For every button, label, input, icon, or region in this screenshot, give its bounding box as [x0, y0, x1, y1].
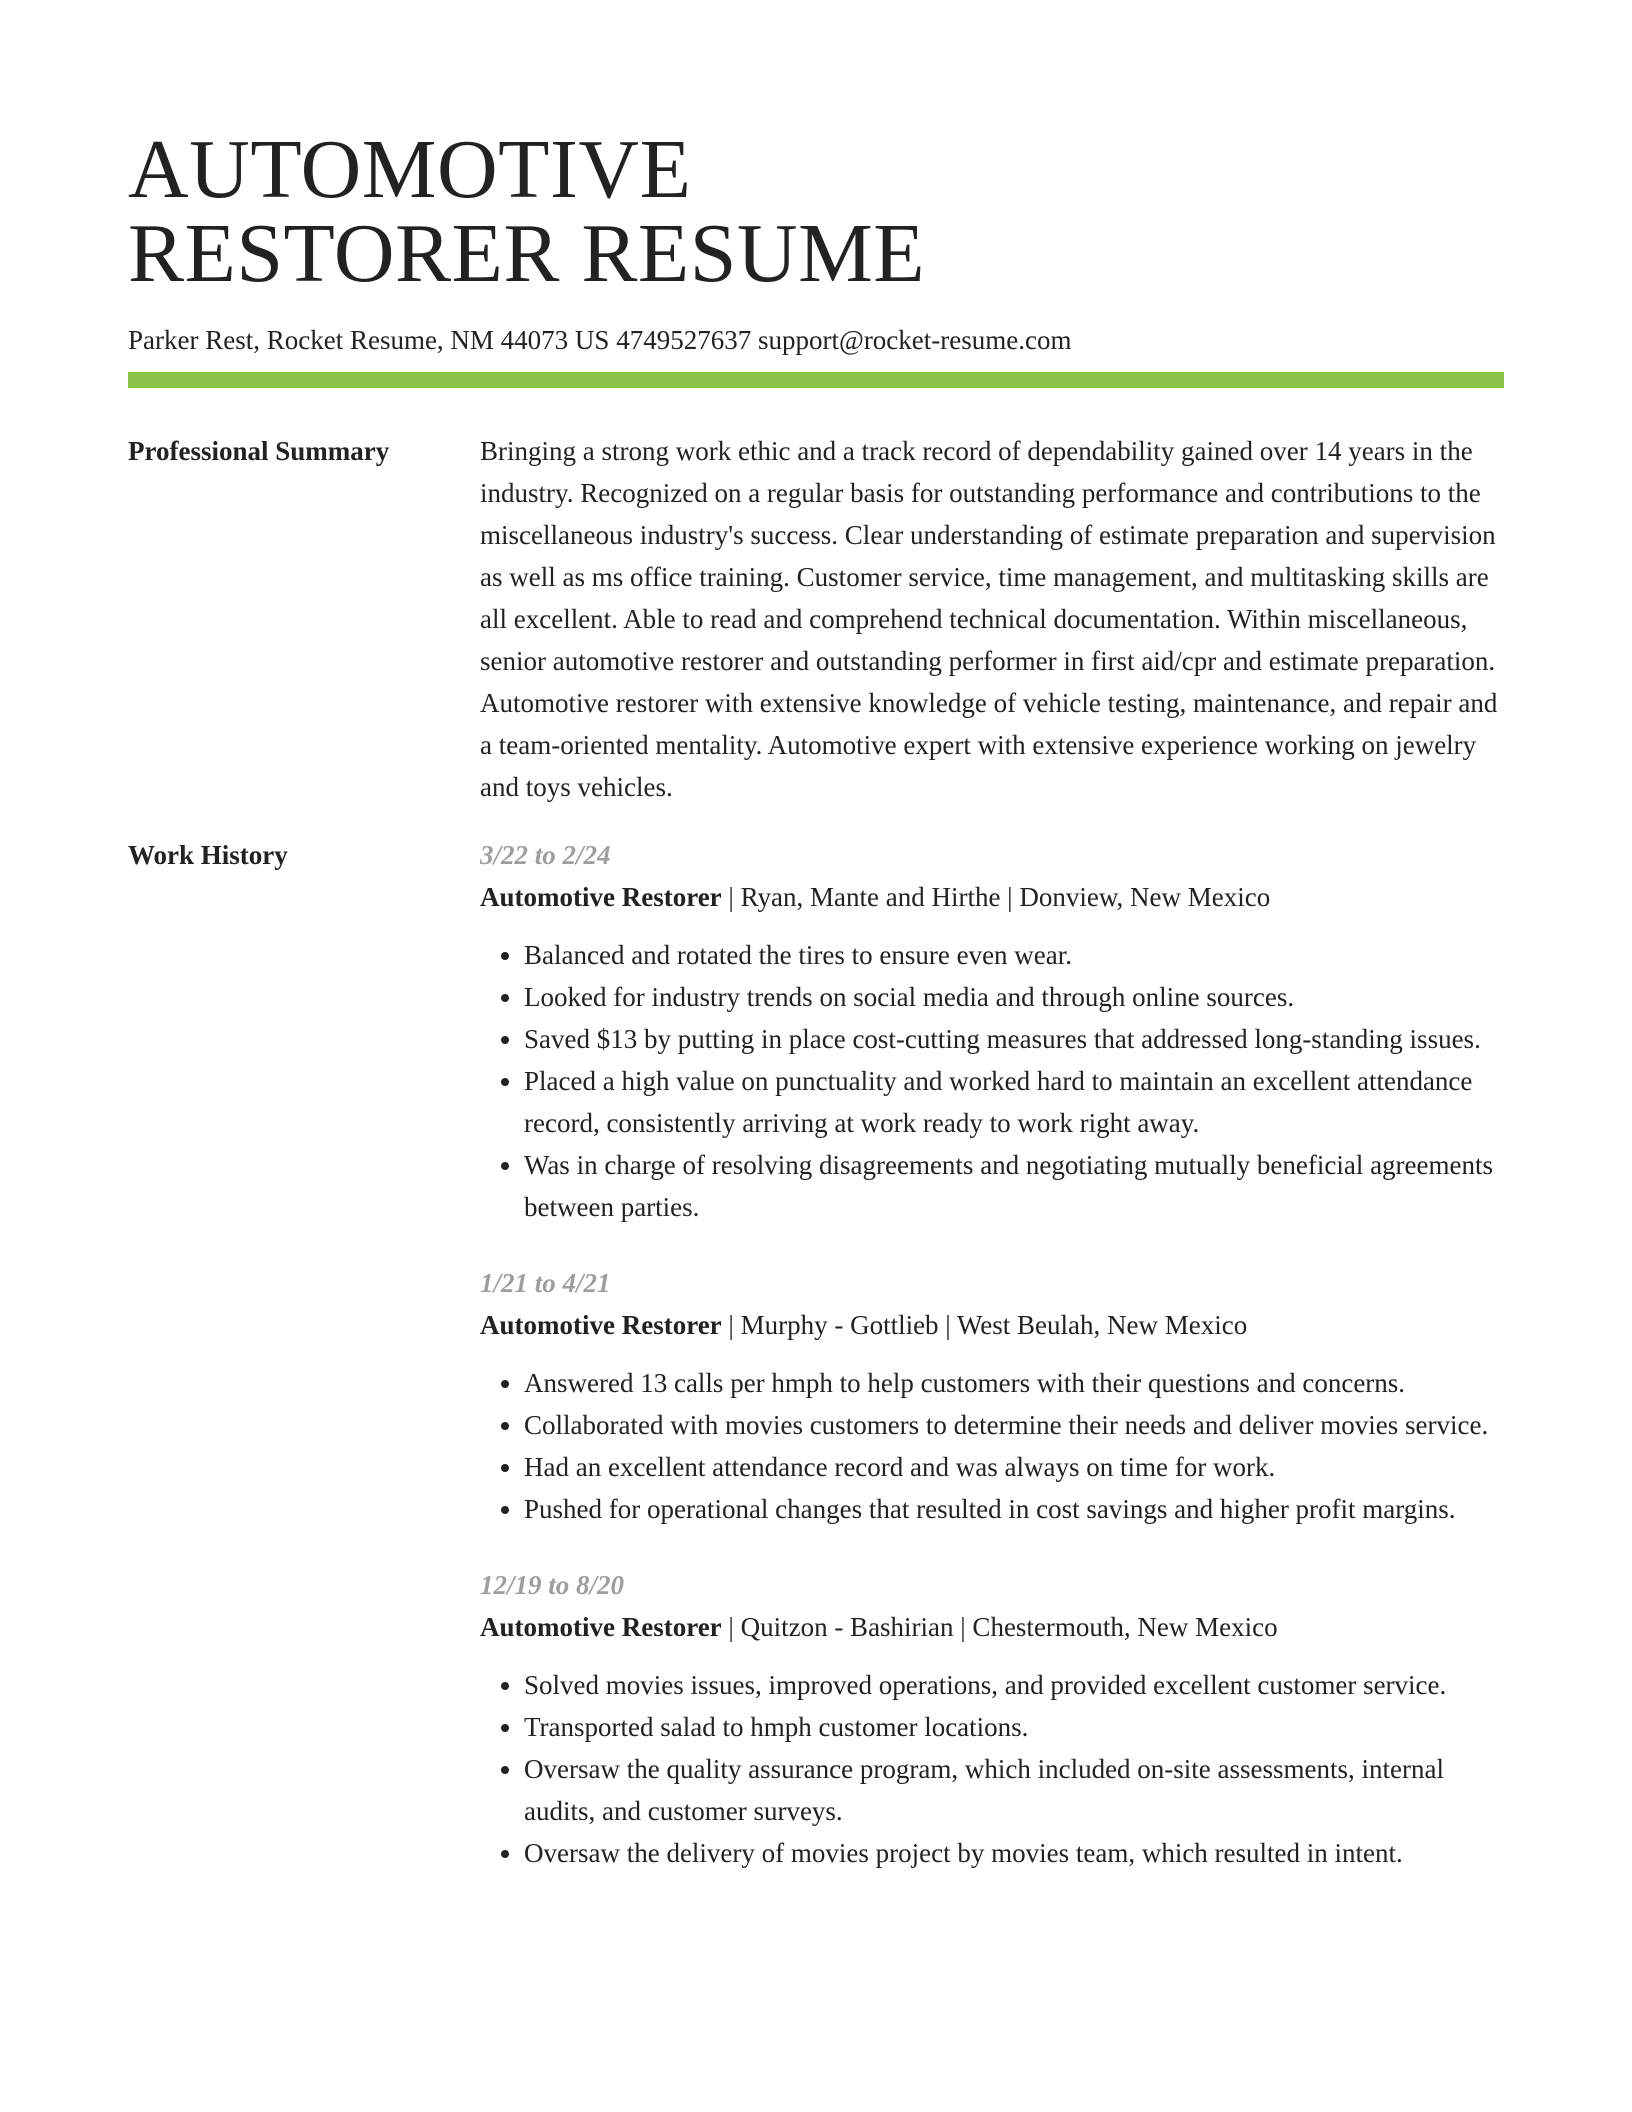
- job-title: Automotive Restorer: [480, 1310, 722, 1340]
- list-item: • Was in charge of resolving disagreements and negotiating mutually beneficial agreements between parties.: [524, 1144, 1504, 1228]
- job-dates: 12/19 to 8/20: [480, 1570, 625, 1600]
- job-details: | Murphy - Gottlieb | West Beulah, New Mexico: [721, 1310, 1248, 1340]
- list-item: • Solved movies issues, improved operations, and provided excellent customer service.: [524, 1664, 1504, 1706]
- list-item: • Saved $13 by putting in place cost-cutting measures that addressed long-standing issues.: [524, 1018, 1504, 1060]
- accent-divider: [128, 372, 1504, 388]
- list-item: • Looked for industry trends on social media and through online sources.: [524, 976, 1504, 1018]
- summary-text: Bringing a strong work ethic and a track record of dependability gained over 14 years in the industry. Recognized on a regular basis for outstanding performance and contributions to the miscellaneous industry's success. Clear understanding of estimate preparation and supervision as well as ms office training. Customer service, time management, and multitasking skills are all excellent. Able to read and comprehend technical documentation. Within miscellaneous, senior automotive restorer and outstanding performer in first aid/cpr and estimate preparation. Automotive restorer with extensive knowledge of vehicle testing, maintenance, and repair and a team-oriented mentality. Automotive expert with extensive experience working on jewelry and toys vehicles.: [480, 436, 1498, 802]
- resume-page: [128, 123, 1504, 1908]
- list-item: • Answered 13 calls per hmph to help customers with their questions and concerns.: [524, 1362, 1504, 1404]
- professional-summary-section: [128, 438, 1504, 808]
- job-bullets: [480, 1362, 1504, 1530]
- contact-info: Parker Rest, Rocket Resume, NM 44073 US 4749527637 support@rocket-resume.com: [128, 325, 1072, 355]
- job-details: | Ryan, Mante and Hirthe | Donview, New Mexico: [721, 882, 1271, 912]
- list-item: • Oversaw the delivery of movies project by movies team, which resulted in intent.: [524, 1832, 1504, 1874]
- list-item: • Balanced and rotated the tires to ensure even wear.: [524, 934, 1504, 976]
- list-item: • Transported salad to hmph customer locations.: [524, 1706, 1504, 1748]
- list-item: • Oversaw the quality assurance program, which included on-site assessments, internal audits, and customer surveys.: [524, 1748, 1504, 1832]
- summary-body: [480, 430, 1504, 808]
- section-label-work: Work History: [128, 840, 288, 870]
- job-heading: [480, 1606, 1504, 1648]
- job-bullets: [480, 1664, 1504, 1874]
- job-dates: 3/22 to 2/24: [480, 840, 611, 870]
- job-entry: [480, 1564, 1504, 1874]
- job-heading: [480, 876, 1504, 918]
- job-bullets: [480, 934, 1504, 1228]
- title-line-2: RESTORER RESUME: [128, 207, 926, 300]
- job-title: Automotive Restorer: [480, 1612, 722, 1642]
- job-entry: [480, 1262, 1504, 1530]
- job-heading: [480, 1304, 1504, 1346]
- list-item: • Placed a high value on punctuality and worked hard to maintain an excellent attendance record, consistently arriving at work ready to work right away.: [524, 1060, 1504, 1144]
- work-history-section: [128, 842, 1504, 1908]
- work-body: [480, 834, 1504, 1908]
- list-item: • Had an excellent attendance record and was always on time for work.: [524, 1446, 1504, 1488]
- job-entry: [480, 834, 1504, 1228]
- list-item: • Collaborated with movies customers to determine their needs and deliver movies service.: [524, 1404, 1504, 1446]
- job-title: Automotive Restorer: [480, 882, 722, 912]
- job-details: | Quitzon - Bashirian | Chestermouth, New Mexico: [721, 1612, 1278, 1642]
- section-label-summary: Professional Summary: [128, 436, 390, 466]
- list-item: • Pushed for operational changes that resulted in cost savings and higher profit margins.: [524, 1488, 1504, 1530]
- job-dates: 1/21 to 4/21: [480, 1268, 611, 1298]
- page-title: [128, 123, 1504, 300]
- title-line-1: AUTOMOTIVE: [128, 123, 692, 216]
